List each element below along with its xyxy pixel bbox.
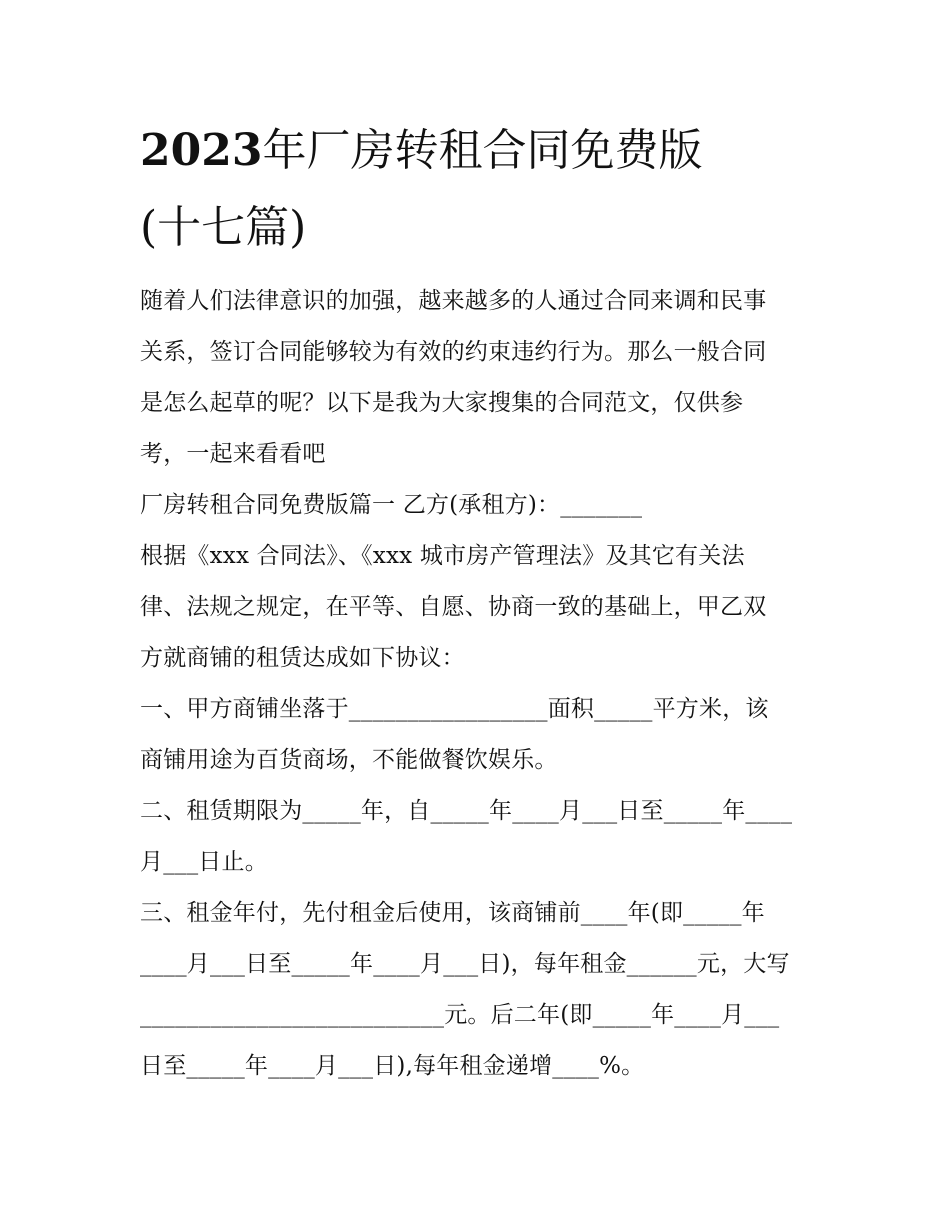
paragraph-line: __________________________元。后二年(即_____年____月___ bbox=[140, 1002, 780, 1028]
clause-2-term bbox=[140, 786, 812, 888]
paragraph-line: 三、租金年付，先付租金后使用，该商铺前____年(即_____年 bbox=[140, 900, 765, 926]
paragraph-line: 月___日止。 bbox=[140, 849, 268, 875]
paragraph-line: 是怎么起草的呢？以下是我为大家搜集的合同范文，仅供参 bbox=[140, 390, 744, 416]
title-year: 2023 bbox=[140, 125, 263, 176]
document-body bbox=[140, 276, 812, 1092]
paragraph-line: 一、甲方商铺坐落于_________________面积_____平方米，该 bbox=[140, 696, 769, 722]
paragraph-line: 商铺用途为百货商场，不能做餐饮娱乐。 bbox=[140, 747, 558, 773]
clause-1-location bbox=[140, 684, 812, 786]
paragraph-line: 二、租赁期限为_____年，自_____年____月___日至_____年____ bbox=[140, 798, 793, 824]
paragraph-line: 方就商铺的租赁达成如下协议： bbox=[140, 645, 465, 671]
title-line-1 bbox=[140, 112, 820, 189]
paragraph-line: 日至_____年____月___日),每年租金递增____%。 bbox=[140, 1053, 645, 1079]
paragraph-legal-basis bbox=[140, 531, 812, 684]
paragraph-line: 厂房转租合同免费版篇一 乙方(承租方)：_______ bbox=[140, 492, 643, 518]
paragraph-line: 根据《xxx 合同法》、《xxx 城市房产管理法》及其它有关法 bbox=[140, 543, 745, 569]
paragraph-line: 随着人们法律意识的加强，越来越多的人通过合同来调和民事 bbox=[140, 288, 767, 314]
paragraph-line: ____月___日至_____年____月___日)，每年租金______元，大写 bbox=[140, 951, 790, 977]
paragraph-line: 律、法规之规定，在平等、自愿、协商一致的基础上，甲乙双 bbox=[140, 594, 767, 620]
title-line-1-text: 年厂房转租合同免费版 bbox=[262, 125, 703, 176]
clause-3-rent bbox=[140, 888, 812, 1092]
paragraph-intro bbox=[140, 276, 812, 480]
paragraph-section-heading bbox=[140, 480, 812, 531]
title-line-2: (十七篇) bbox=[140, 202, 307, 253]
document-title bbox=[140, 112, 820, 266]
paragraph-line: 考，一起来看看吧 bbox=[140, 441, 326, 467]
paragraph-line: 关系，签订合同能够较为有效的约束违约行为。那么一般合同 bbox=[140, 339, 767, 365]
